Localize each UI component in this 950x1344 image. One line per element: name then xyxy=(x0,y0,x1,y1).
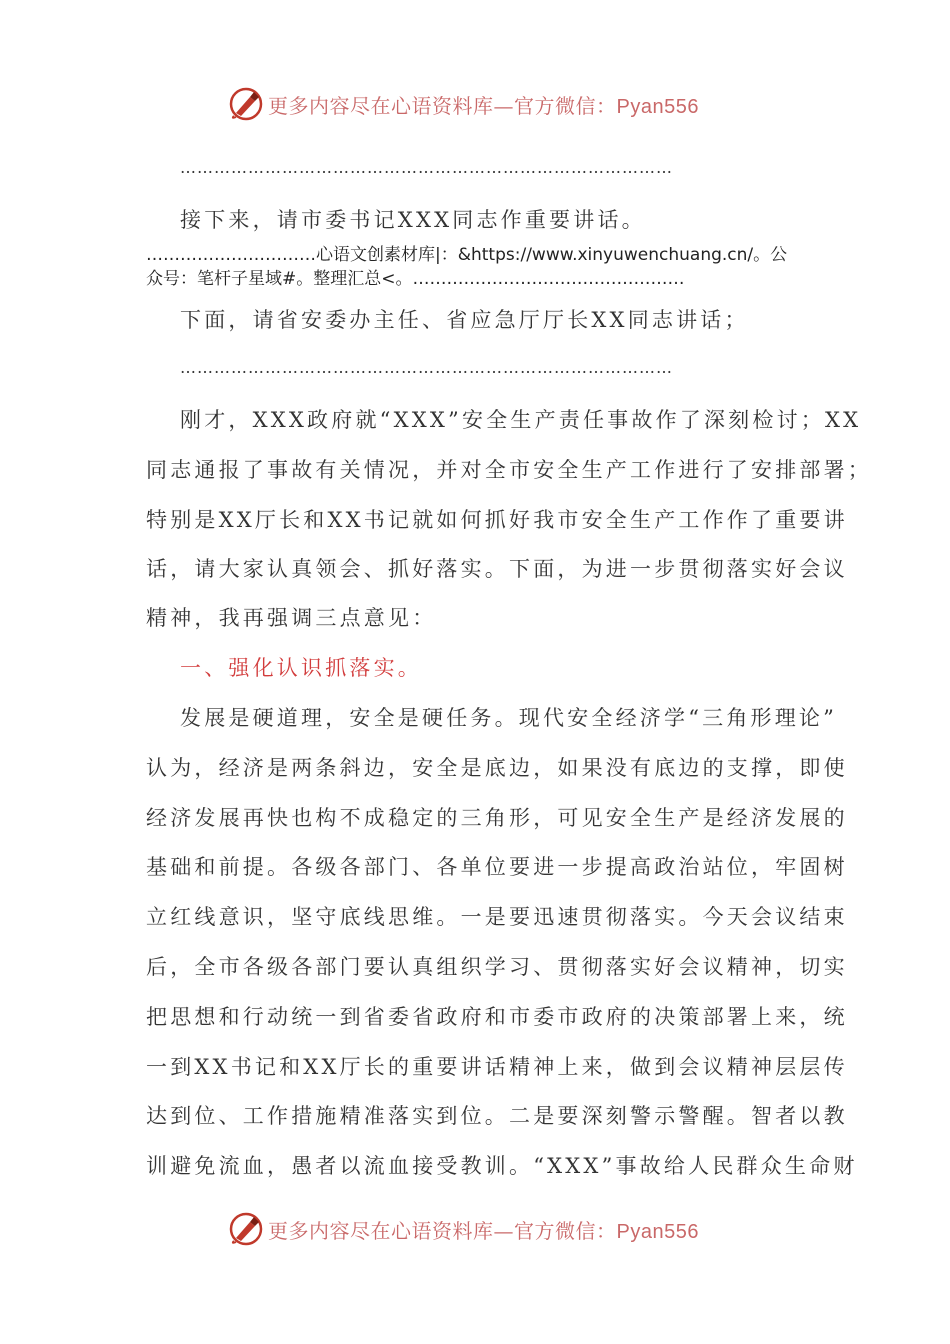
paragraph-line: 认为，经济是两条斜边，安全是底边，如果没有底边的支撑，即使 xyxy=(146,756,848,780)
dotted-separator: …………………………………………………………………………… xyxy=(180,358,673,377)
pen-logo-icon xyxy=(228,86,264,122)
wechat-id: Pyan556 xyxy=(616,95,699,118)
paragraph-line: 一到XX书记和XX厅长的重要讲话精神上来，做到会议精神层层传 xyxy=(146,1055,848,1079)
paragraph-line: 经济发展再快也构不成稳定的三角形，可见安全生产是经济发展的 xyxy=(146,806,848,830)
promo-line: 众号：笔杆子星域#。整理汇总<。………………………………………… xyxy=(146,269,685,289)
paragraph-line: 后，全市各级各部门要认真组织学习、贯彻落实好会议精神，切实 xyxy=(146,955,848,979)
paragraph-line: 达到位、工作措施精准落实到位。二是要深刻警示警醒。智者以教 xyxy=(146,1104,848,1128)
header-banner xyxy=(228,82,728,126)
promo-text xyxy=(146,243,816,291)
paragraph-line: 立红线意识，坚守底线思维。一是要迅速贯彻落实。今天会议结束 xyxy=(146,905,848,929)
paragraph-line: 训避免流血，愚者以流血接受教训。“XXX”事故给人民群众生命财 xyxy=(146,1154,858,1178)
paragraph-line: 把思想和行动统一到省委省政府和市委市政府的决策部署上来，统 xyxy=(146,1005,848,1029)
paragraph-line: 同志通报了事故有关情况，并对全市安全生产工作进行了安排部署； xyxy=(146,458,872,482)
pen-logo-icon xyxy=(228,1211,264,1247)
intro-line: 下面，请省安委办主任、省应急厅厅长XX同志讲话； xyxy=(180,308,749,332)
paragraph-line: 精神，我再强调三点意见： xyxy=(146,606,437,630)
paragraph-line: 特别是XX厅长和XX书记就如何抓好我市安全生产工作作了重要讲 xyxy=(146,508,848,532)
paragraph-line: 发展是硬道理，安全是硬任务。现代安全经济学“三角形理论” xyxy=(180,706,838,730)
footer-banner xyxy=(228,1207,728,1251)
intro-line: 接下来，请市委书记XXX同志作重要讲话。 xyxy=(180,208,646,232)
banner-text: 更多内容尽在心语资料库—官方微信：Pyan556 xyxy=(268,93,699,118)
section-heading: 一、强化认识抓落实。 xyxy=(180,656,422,680)
paragraph-line: 刚才，XXX政府就“XXX”安全生产责任事故作了深刻检讨；XX xyxy=(180,408,862,432)
wechat-id: Pyan556 xyxy=(616,1220,699,1243)
paragraph-line: 话，请大家认真领会、抓好落实。下面，为进一步贯彻落实好会议 xyxy=(146,557,848,581)
promo-line: …………………………心语文创素材库|：&https://www.xinyuwenchuang.cn/。公 xyxy=(146,245,788,265)
dotted-separator: …………………………………………………………………………… xyxy=(180,158,673,177)
banner-text: 更多内容尽在心语资料库—官方微信：Pyan556 xyxy=(268,1218,699,1243)
paragraph-line: 基础和前提。各级各部门、各单位要进一步提高政治站位，牢固树 xyxy=(146,855,848,879)
